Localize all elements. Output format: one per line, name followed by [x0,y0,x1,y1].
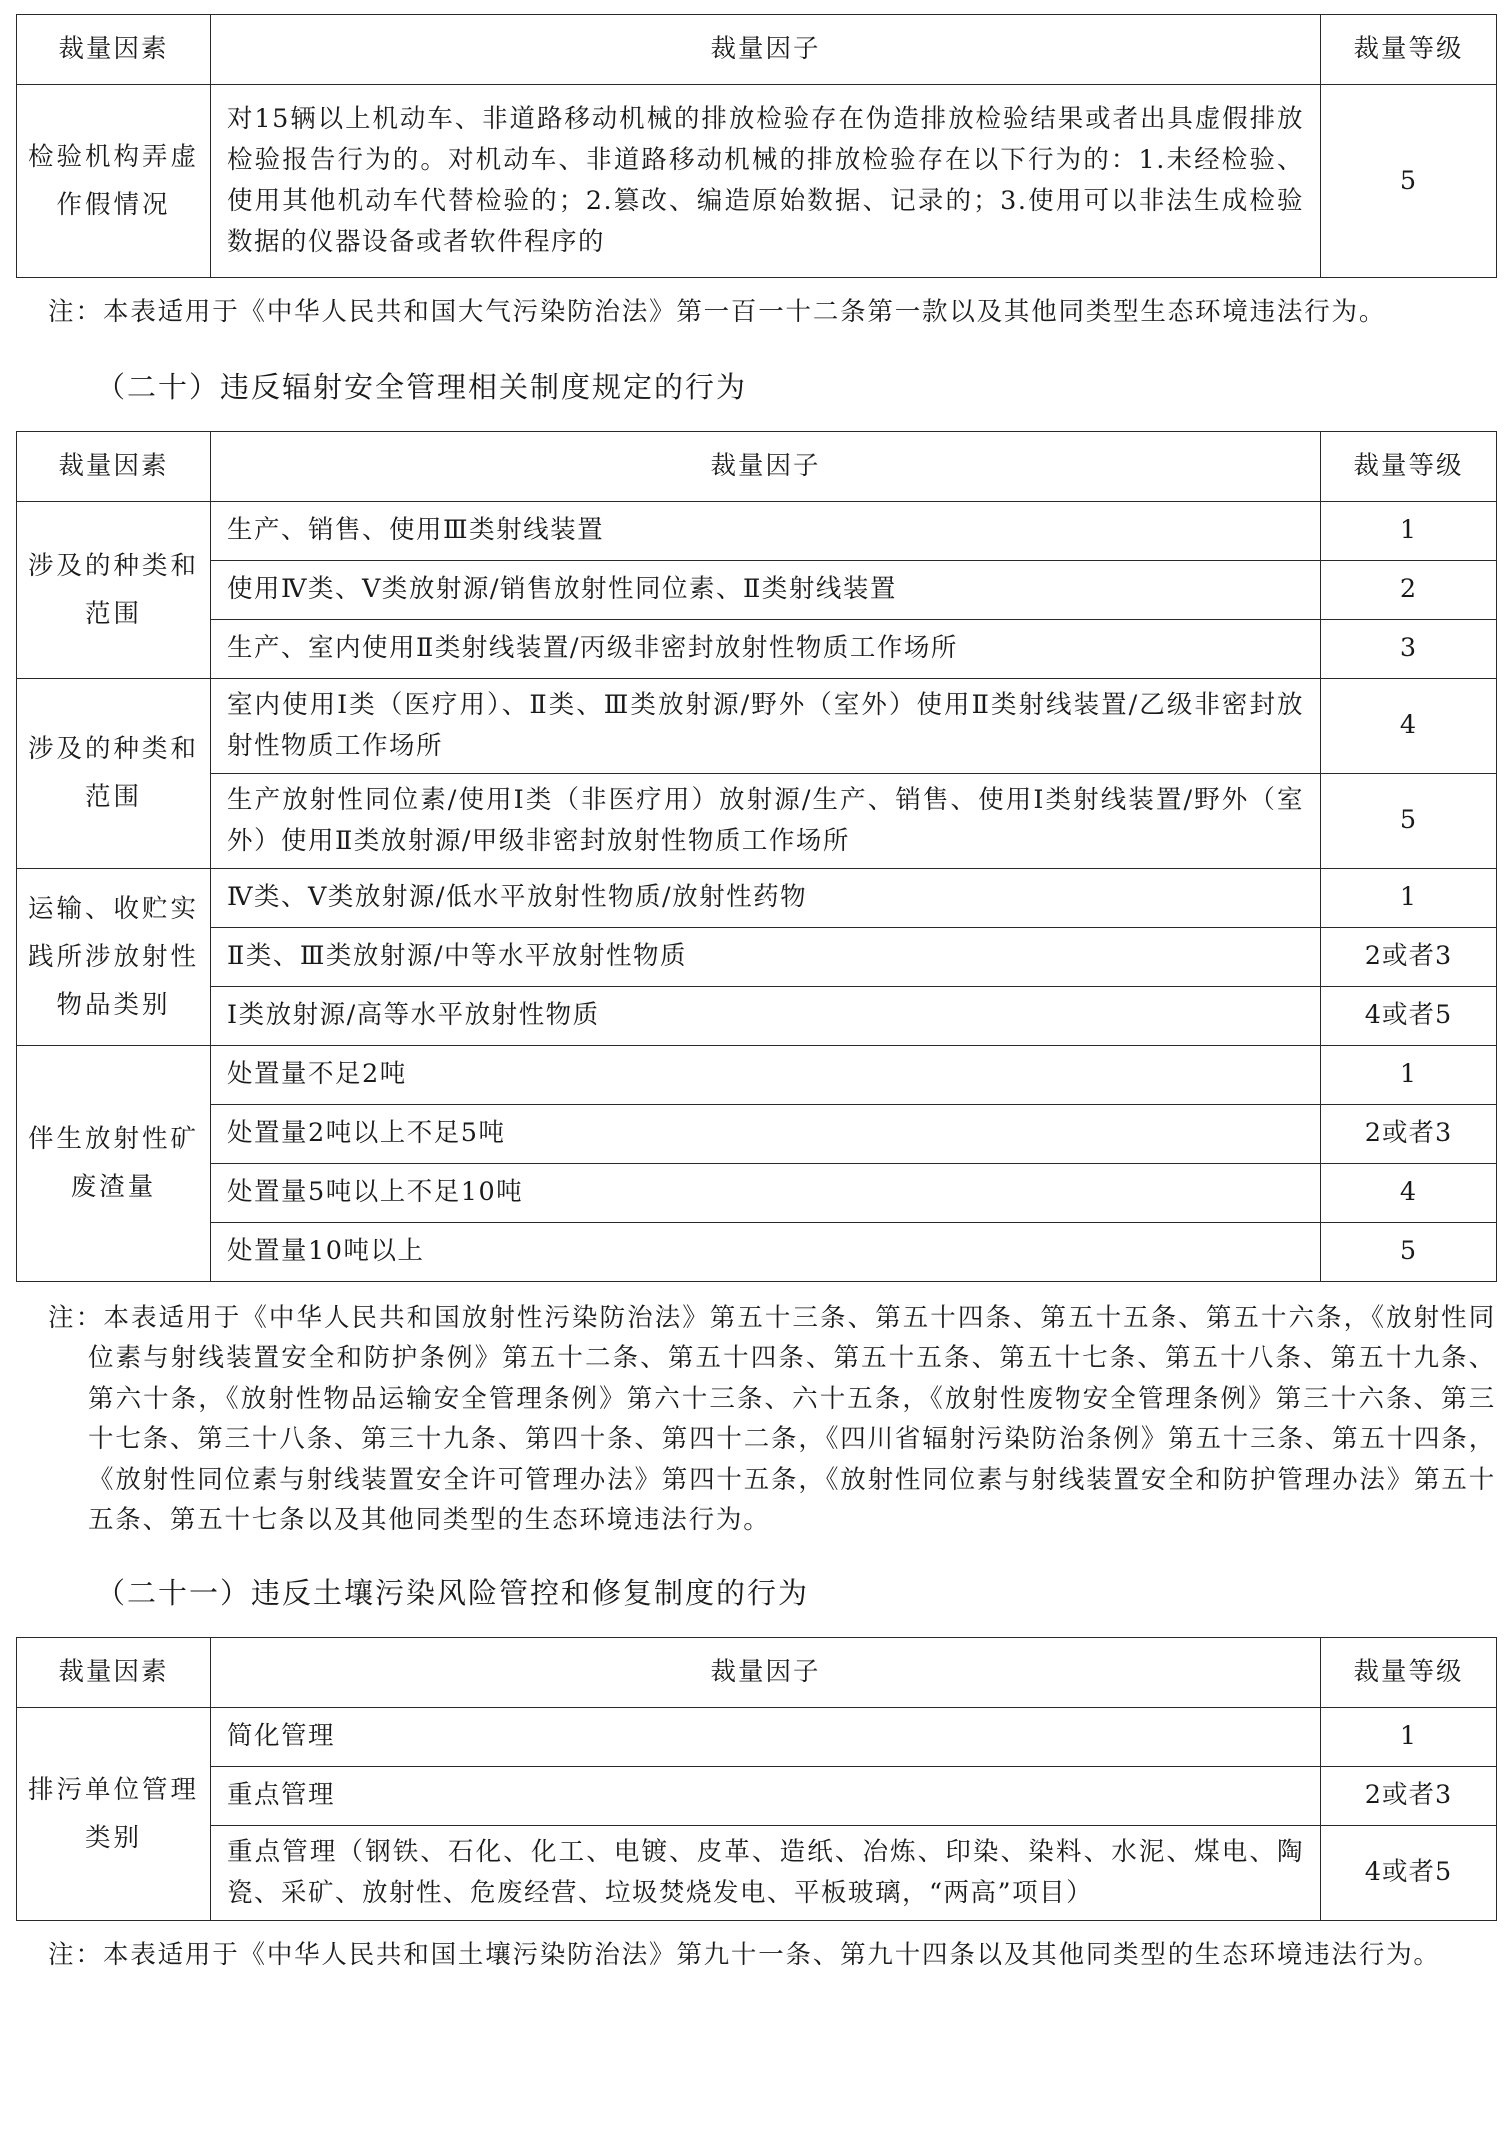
level-cell: 2 [1321,560,1497,619]
description-cell: Ⅰ类放射源/高等水平放射性物质 [211,986,1321,1045]
table-header-row [17,431,1497,501]
factor-cell: 排污单位管理类别 [17,1707,211,1920]
factor-cell: 涉及的种类和范围 [17,678,211,868]
level-cell: 4 [1321,678,1497,773]
level-cell: 1 [1321,1045,1497,1104]
table-row [17,560,1497,619]
table-row [17,85,1497,278]
description-cell: 生产、销售、使用Ⅲ类射线装置 [211,501,1321,560]
level-cell: 5 [1321,85,1497,278]
table-row [17,1045,1497,1104]
header-level: 裁量等级 [1321,15,1497,85]
level-cell: 4或者5 [1321,986,1497,1045]
description-cell: 处置量5吨以上不足10吨 [211,1163,1321,1222]
factor-cell: 检验机构弄虚作假情况 [17,85,211,278]
table-row [17,1163,1497,1222]
table-row [17,1766,1497,1825]
header-description: 裁量因子 [211,431,1321,501]
section-heading: （二十）违反辐射安全管理相关制度规定的行为 [96,369,748,404]
table-row [17,1825,1497,1920]
header-factor: 裁量因素 [17,431,211,501]
description-cell: 处置量10吨以上 [211,1222,1321,1281]
level-cell: 1 [1321,1707,1497,1766]
factor-cell: 涉及的种类和范围 [17,501,211,678]
description-cell: 处置量不足2吨 [211,1045,1321,1104]
table-note [16,292,1496,333]
header-factor: 裁量因素 [17,15,211,85]
description-cell: 室内使用Ⅰ类（医疗用）、Ⅱ类、Ⅲ类放射源/野外（室外）使用Ⅱ类射线装置/乙级非密封放射性物质工作场所 [211,678,1321,773]
note-text: 本表适用于《中华人民共和国放射性污染防治法》第五十三条、第五十四条、第五十五条、第五十六条，《放射性同位素与射线装置安全和防护条例》第五十二条、第五十四条、第五十五条、第五十七条、第五十八条、第五十九条、第六十条，《放射性物品运输安全管理条例》第六十三条、六十五条，《放射性废物安全管理条例》第三十六条、第三十七条、第三十八条、第三十九条、第四十条、第四十二条，《四川省辐射污染防治条例》第五十三条、第五十四条，《放射性同位素与射线装置安全许可管理办法》第四十五条，《放射性同位素与射线装置安全和防护管理办法》第五十五条、第五十七条以及其他同类型的生态环境违法行为。 [88,1302,1496,1535]
description-cell: 重点管理（钢铁、石化、化工、电镀、皮革、造纸、冶炼、印染、染料、水泥、煤电、陶瓷、采矿、放射性、危废经营、垃圾焚烧发电、平板玻璃，“两高”项目） [211,1825,1321,1920]
level-cell: 4 [1321,1163,1497,1222]
header-level: 裁量等级 [1321,1637,1497,1707]
table-row [17,773,1497,868]
level-cell: 2或者3 [1321,1766,1497,1825]
table-row [17,927,1497,986]
header-level: 裁量等级 [1321,431,1497,501]
note-label: 注： [48,1302,104,1333]
table-note [16,1298,1496,1541]
table-row [17,619,1497,678]
description-cell: 使用Ⅳ类、Ⅴ类放射源/销售放射性同位素、Ⅱ类射线装置 [211,560,1321,619]
factor-cell: 运输、收贮实践所涉放射性物品类别 [17,868,211,1045]
section-heading: （二十一）违反土壤污染风险管控和修复制度的行为 [96,1575,810,1610]
table-row [17,868,1497,927]
table-row [17,678,1497,773]
description-cell: 重点管理 [211,1766,1321,1825]
description-cell: 生产放射性同位素/使用Ⅰ类（非医疗用）放射源/生产、销售、使用Ⅰ类射线装置/野外（室外）使用Ⅱ类放射源/甲级非密封放射性物质工作场所 [211,773,1321,868]
header-factor: 裁量因素 [17,1637,211,1707]
header-description: 裁量因子 [211,15,1321,85]
table-row [17,1104,1497,1163]
table-row [17,1707,1497,1766]
level-cell: 5 [1321,1222,1497,1281]
table-header-row [17,15,1497,85]
level-cell: 4或者5 [1321,1825,1497,1920]
document-page [16,14,1496,1975]
table-row [17,501,1497,560]
level-cell: 1 [1321,868,1497,927]
table-note [16,1935,1496,1976]
description-cell: 处置量2吨以上不足5吨 [211,1104,1321,1163]
note-text: 本表适用于《中华人民共和国土壤污染防治法》第九十一条、第九十四条以及其他同类型的生态环境违法行为。 [103,1939,1441,1970]
table-soil-pollution [16,1637,1497,1921]
description-cell: 生产、室内使用Ⅱ类射线装置/丙级非密封放射性物质工作场所 [211,619,1321,678]
note-text: 本表适用于《中华人民共和国大气污染防治法》第一百一十二条第一款以及其他同类型生态环境违法行为。 [103,297,1387,327]
description-cell: 对15辆以上机动车、非道路移动机械的排放检验存在伪造排放检验结果或者出具虚假排放检验报告行为的。对机动车、非道路移动机械的排放检验存在以下行为的：1.未经检验、使用其他机动车代替检验的；2.篡改、编造原始数据、记录的；3.使用可以非法生成检验数据的仪器设备或者软件程序的 [211,85,1321,278]
table-radiation-safety [16,431,1497,1282]
level-cell: 2或者3 [1321,927,1497,986]
level-cell: 1 [1321,501,1497,560]
note-label: 注： [48,297,104,327]
description-cell: 简化管理 [211,1707,1321,1766]
note-label: 注： [48,1939,104,1970]
level-cell: 2或者3 [1321,1104,1497,1163]
factor-cell: 伴生放射性矿废渣量 [17,1045,211,1281]
level-cell: 5 [1321,773,1497,868]
table-row [17,1222,1497,1281]
description-cell: Ⅱ类、Ⅲ类放射源/中等水平放射性物质 [211,927,1321,986]
table-vehicle-inspection [16,14,1497,278]
description-cell: Ⅳ类、Ⅴ类放射源/低水平放射性物质/放射性药物 [211,868,1321,927]
table-header-row [17,1637,1497,1707]
level-cell: 3 [1321,619,1497,678]
header-description: 裁量因子 [211,1637,1321,1707]
table-row [17,986,1497,1045]
